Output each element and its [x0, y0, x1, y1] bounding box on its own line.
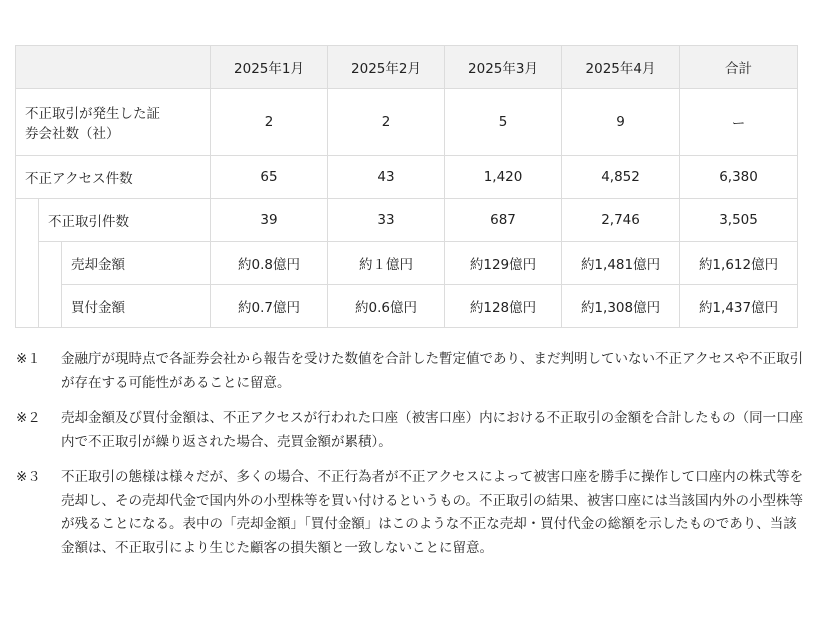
- cell: 約0.6億円: [328, 285, 445, 328]
- footnote-text: 売却金額及び買付金額は、不正アクセスが行われた口座（被害口座）内における不正取引の金額を合計したもの（同一口座内で不正取引が繰り返された場合、売買金額が累積）。: [61, 410, 804, 450]
- cell: 2: [211, 89, 328, 156]
- indent-cell: [16, 199, 39, 328]
- cell: 約1,481億円: [562, 242, 680, 285]
- cell: 約1,308億円: [562, 285, 680, 328]
- row-label: 不正取引件数: [39, 199, 211, 242]
- header-apr: 2025年4月: [562, 46, 680, 89]
- cell: ー: [680, 89, 798, 156]
- footnote-marker: ※１: [16, 351, 41, 367]
- footnote: [0, 407, 826, 454]
- table-row: [16, 242, 798, 285]
- cell: 65: [211, 156, 328, 199]
- cell: 1,420: [445, 156, 562, 199]
- row-label: 買付金額: [62, 285, 211, 328]
- cell: 687: [445, 199, 562, 242]
- footnote: [0, 348, 826, 395]
- fraud-statistics-table: [15, 45, 798, 328]
- footnote-marker: ※２: [16, 410, 41, 426]
- header-mar: 2025年3月: [445, 46, 562, 89]
- footnotes: [0, 348, 826, 572]
- footnote-text: 金融庁が現時点で各証券会社から報告を受けた数値を合計した暫定値であり、まだ判明していない不正アクセスや不正取引が存在する可能性があることに留意。: [61, 351, 804, 391]
- cell: 約0.8億円: [211, 242, 328, 285]
- footnote-text: 不正取引の態様は様々だが、多くの場合、不正行為者が不正アクセスによって被害口座を勝手に操作して口座内の株式等を売却し、その売却代金で国内外の小型株等を買い付けるというもの。不正取引の結果、被害口座には当該国内外の小型株等が残ることになる。表中の「売却金額」「買付金額」はこのような不正な売却・買付代金の総額を示したものであり、当該金額は、不正取引により生じた顧客の損失額と一致しないことに留意。: [61, 469, 804, 556]
- cell: 39: [211, 199, 328, 242]
- cell: 約1,437億円: [680, 285, 798, 328]
- header-jan: 2025年1月: [211, 46, 328, 89]
- table-row: [16, 285, 798, 328]
- cell: 5: [445, 89, 562, 156]
- footnote-marker: ※３: [16, 469, 41, 485]
- row-label: 売却金額: [62, 242, 211, 285]
- row-label: 不正取引が発生した証券会社数（社）: [16, 89, 211, 156]
- header-feb: 2025年2月: [328, 46, 445, 89]
- cell: 9: [562, 89, 680, 156]
- header-total: 合計: [680, 46, 798, 89]
- cell: 4,852: [562, 156, 680, 199]
- cell: 約129億円: [445, 242, 562, 285]
- cell: 約１億円: [328, 242, 445, 285]
- cell: 約128億円: [445, 285, 562, 328]
- table-header-row: [16, 46, 798, 89]
- cell: 2: [328, 89, 445, 156]
- row-label: 不正アクセス件数: [16, 156, 211, 199]
- cell: 3,505: [680, 199, 798, 242]
- cell: 33: [328, 199, 445, 242]
- cell: 6,380: [680, 156, 798, 199]
- cell: 約0.7億円: [211, 285, 328, 328]
- table-row: [16, 89, 798, 156]
- cell: 2,746: [562, 199, 680, 242]
- table-row: [16, 199, 798, 242]
- cell: 43: [328, 156, 445, 199]
- cell: 約1,612億円: [680, 242, 798, 285]
- indent-cell: [39, 242, 62, 328]
- table-row: [16, 156, 798, 199]
- header-empty: [16, 46, 211, 89]
- footnote: [0, 466, 826, 560]
